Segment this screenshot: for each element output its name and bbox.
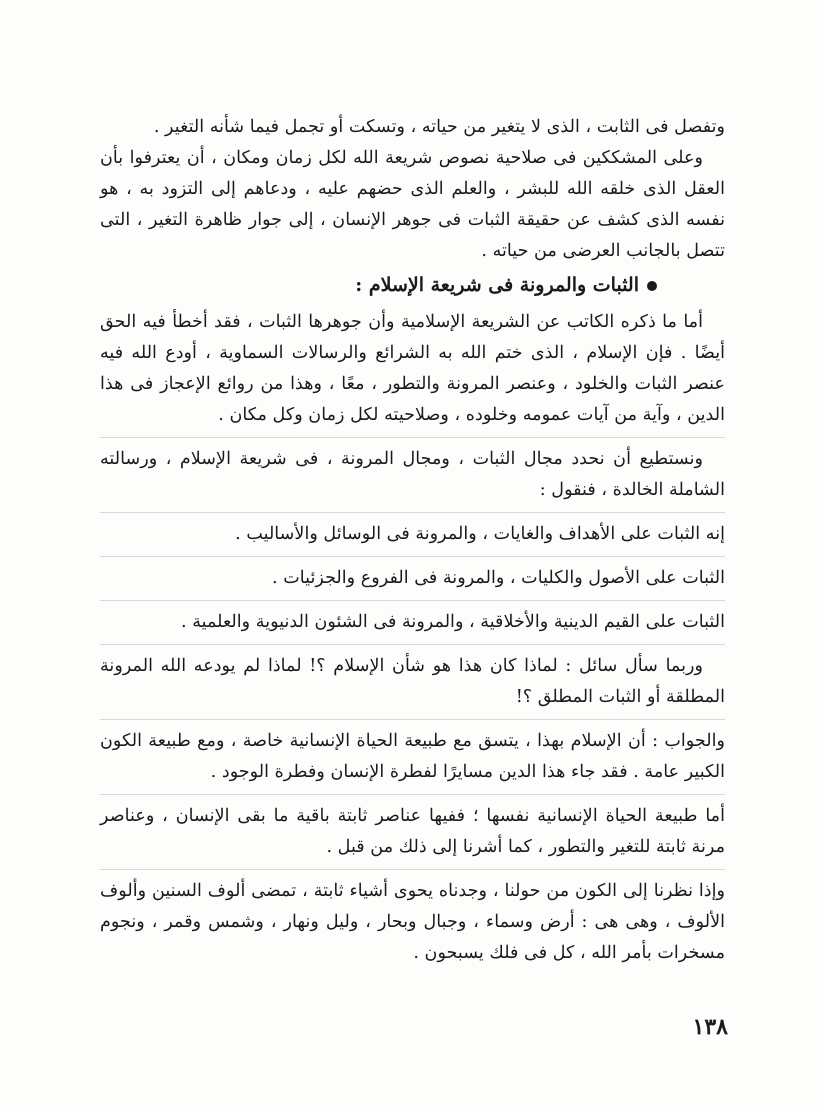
paragraph-human-nature: أما طبيعة الحياة الإنسانية نفسها ؛ ففيها عناصر ثابتة باقية ما بقى الإنسان ، وعناصر مرنة ثابتة للتغير والتطور ، كما أشرنا إلى ذلك من قبل . [100,806,725,857]
paragraph-question: وربما سأل سائل : لماذا كان هذا هو شأن الإسلام ؟! لماذا لم يودعه الله المرونة المطلقة أو الثبات المطلق ؟! [100,656,725,707]
paragraph-define-scope: ونستطيع أن نحدد مجال الثبات ، ومجال المرونة ، فى شريعة الإسلام ، ورسالته الشاملة الخالدة ، فنقول : [100,449,725,500]
paragraph-answer: والجواب : أن الإسلام بهذا ، يتسق مع طبيعة الحياة الإنسانية خاصة ، ومع طبيعة الكون الكبير عامة . فقد جاء هذا الدين مسايرًا لفطرة الإنسان وفطرة الوجود . [100,731,725,782]
paragraph-principle-roots: الثبات على الأصول والكليات ، والمرونة فى الفروع والجزئيات . [272,568,725,588]
divider [100,600,725,601]
paragraph-writer-error: أما ما ذكره الكاتب عن الشريعة الإسلامية وأن جوهرها الثبات ، فقد أخطأ فيه الحق أيضًا . فإن الإسلام ، الذى ختم الله به الشرائع والرسالات السماوية ، أودع الله فيه عنصر الثبات والخلود ، وعنصر المرونة والتطور ، معًا ، وهذا من روائع الإعجاز فى هذا الدين ، وآية من آيات عمومه وخلوده ، وصلاحيته لكل زمان وكل مكان . [100,312,725,425]
paragraph-skeptics: وعلى المشككين فى صلاحية نصوص شريعة الله لكل زمان ومكان ، أن يعترفوا بأن العقل الذى خلقه الله للبشر ، والعلم الذى حضهم عليه ، ودعاهم إلى التزود به ، هو نفسه الذى كشف عن حقيقة الثبات فى جوهر الإنسان ، إلى جوار ظاهرة التغير ، التى تتصل بالجانب العرضى من حياته . [100,148,725,261]
divider [100,512,725,513]
paragraph-principle-goals: إنه الثبات على الأهداف والغايات ، والمرونة فى الوسائل والأساليب . [235,524,725,544]
paragraph-intro-continuation: وتفصل فى الثابت ، الذى لا يتغير من حياته ، وتسكت أو تجمل فيما شأنه التغير . [153,117,725,137]
section-heading-text: الثبات والمرونة فى شريعة الإسلام : [355,274,639,296]
section-heading [100,269,725,301]
divider [100,644,725,645]
paragraph-principle-values: الثبات على القيم الدينية والأخلاقية ، والمرونة فى الشئون الدنيوية والعلمية . [181,612,725,632]
page-body [100,112,725,969]
divider [100,869,725,870]
divider [100,794,725,795]
bullet-icon [647,281,657,291]
divider [100,556,725,557]
paragraph-universe: وإذا نظرنا إلى الكون من حولنا ، وجدناه يحوى أشياء ثابتة ، تمضى ألوف السنين وألوف الألوف ، وهى هى : أرض وسماء ، وجبال وبحار ، وليل ونهار ، وشمس وقمر ، ونجوم مسخرات بأمر الله ، كل فى فلك يسبحون . [100,881,725,963]
divider [100,437,725,438]
divider [100,719,725,720]
page-number: ١٣٨ [692,1014,728,1040]
